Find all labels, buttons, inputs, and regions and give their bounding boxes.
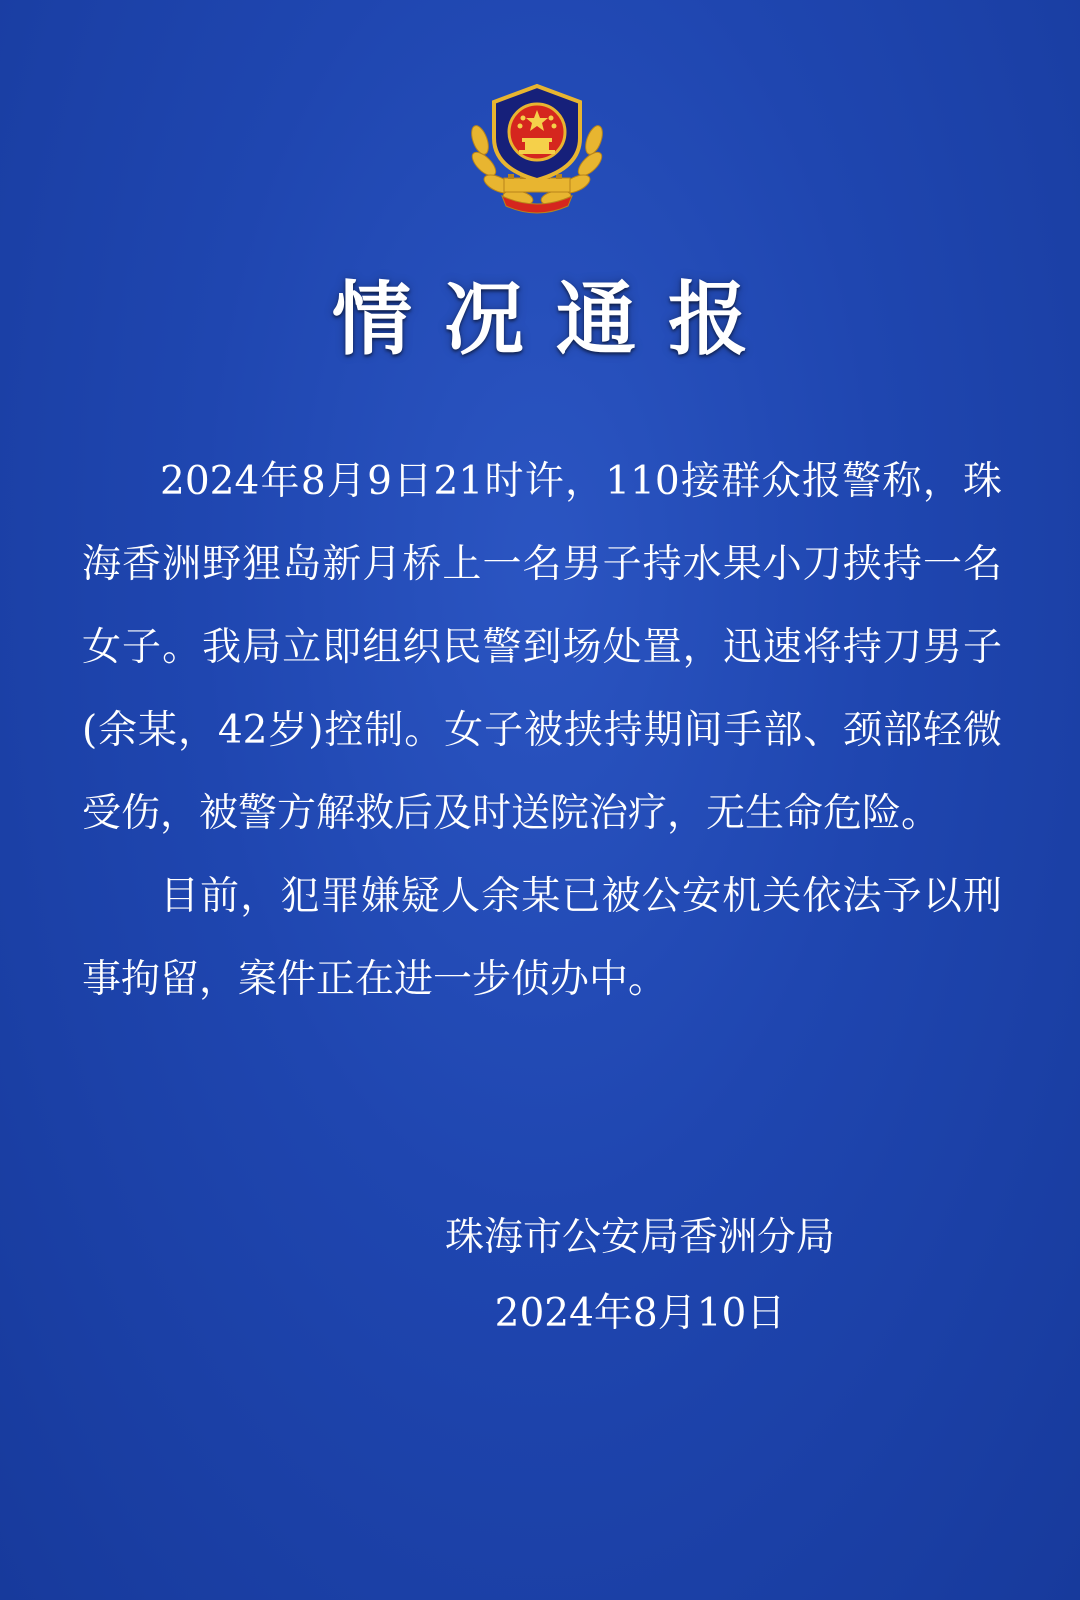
paragraph: 目前，犯罪嫌疑人余某已被公安机关依法予以刑事拘留，案件正在进一步侦办中。 <box>82 874 1002 1002</box>
issue-date: 2024年8月10日 <box>494 1291 786 1336</box>
police-emblem-icon <box>462 80 612 220</box>
paragraph: 2024年8月9日21时许，110接群众报警称，珠海香洲野狸岛新月桥上一名男子持水果小刀挟持一名女子。我局立即组织民警到场处置，迅速将持刀男子(余某，42岁)控制。女子被挟持期间手部、颈部轻微受伤，被警方解救后及时送院治疗，无生命危险。 <box>82 459 1002 836</box>
notice-body <box>82 440 1002 1021</box>
signature-block <box>360 1200 920 1352</box>
page-title: 情况通报 <box>332 273 780 366</box>
issuing-organization: 珠海市公安局香洲分局 <box>444 1215 835 1260</box>
